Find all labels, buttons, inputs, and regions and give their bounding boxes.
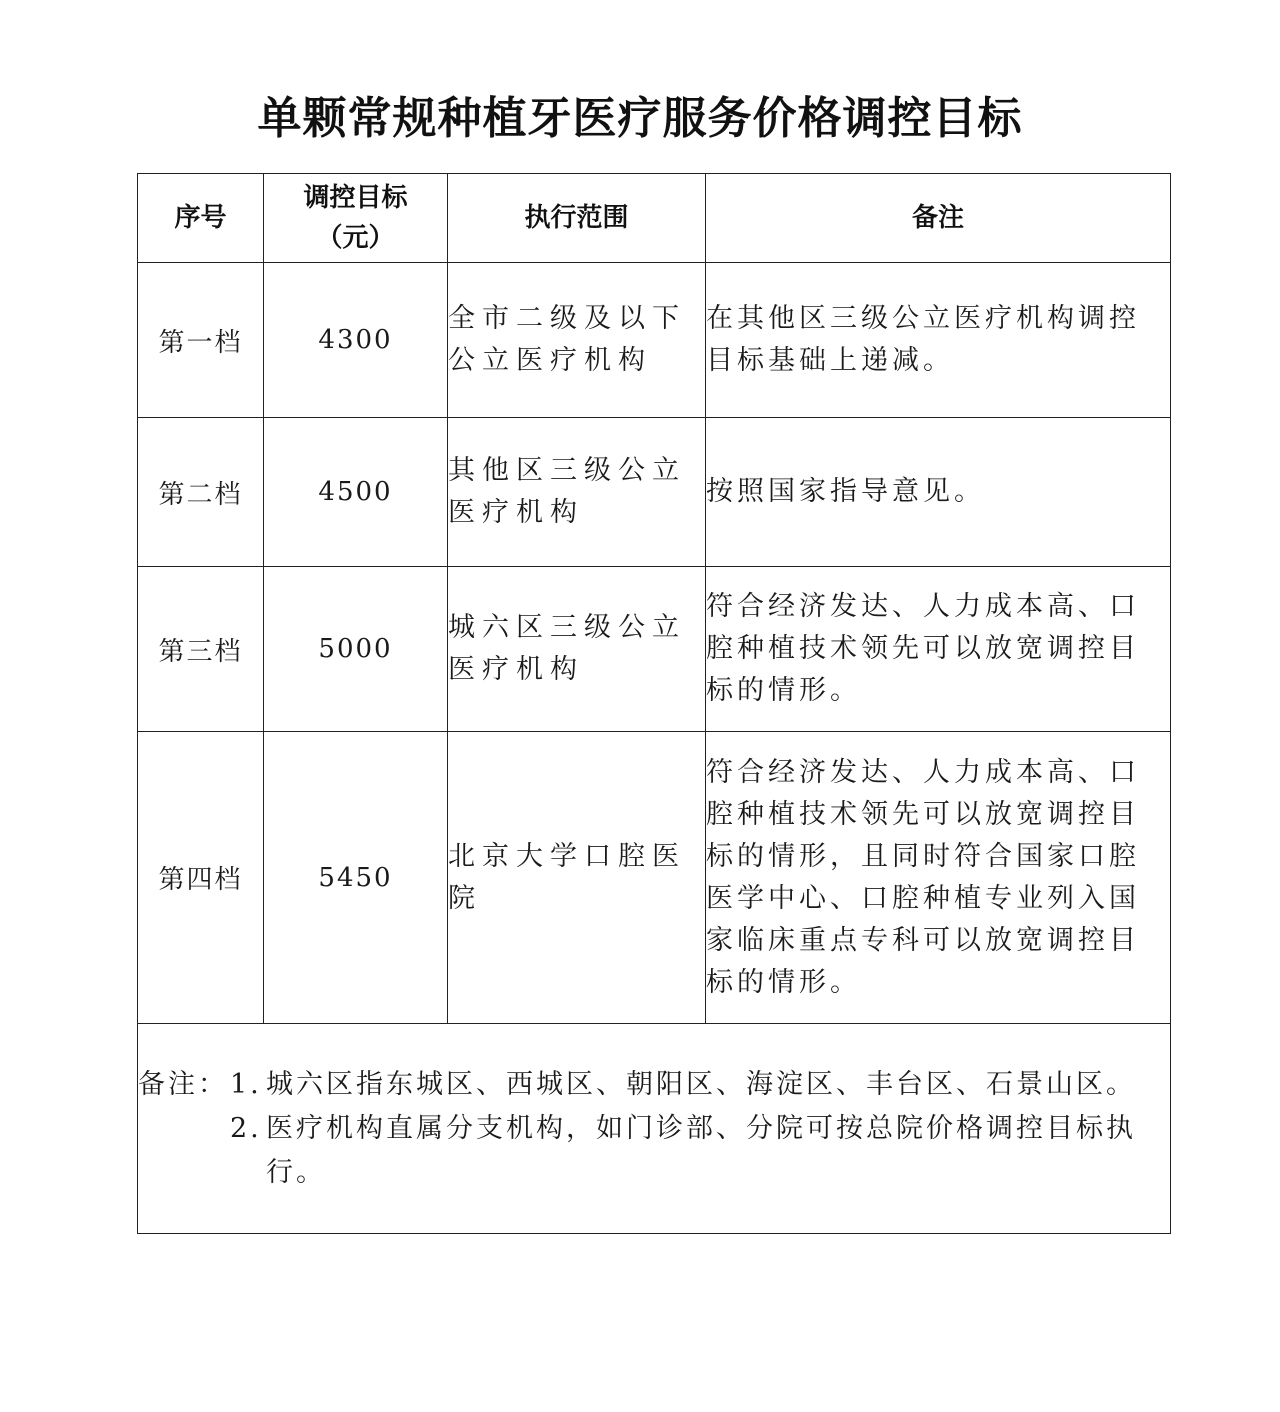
tier-cell: 第二档: [138, 418, 264, 567]
footnote-number: 2.: [230, 1112, 262, 1144]
price-cell: 5450: [264, 732, 448, 1024]
header-target-line2: （元）: [316, 223, 395, 253]
scope-cell: 北京大学口腔医院: [448, 732, 706, 1024]
remark-cell: 按照国家指导意见。: [706, 418, 1171, 567]
price-target-table: [137, 173, 1171, 1234]
footnote-item: [138, 1107, 1170, 1195]
tier-cell: 第三档: [138, 567, 264, 732]
footnote-indent: [138, 1107, 230, 1195]
header-target-line1: 调控目标: [303, 183, 408, 213]
remark-cell: 在其他区三级公立医疗机构调控目标基础上递减。: [706, 263, 1171, 418]
footnote-cell: [138, 1024, 1171, 1234]
price-cell: 5000: [264, 567, 448, 732]
scope-cell: 全市二级及以下公立医疗机构: [448, 263, 706, 418]
scope-cell: 城六区三级公立医疗机构: [448, 567, 706, 732]
price-cell: 4500: [264, 418, 448, 567]
header-remark: 备注: [706, 174, 1171, 263]
footnote-row: [138, 1024, 1171, 1234]
footnote-item: [138, 1063, 1170, 1107]
footnote-text: 医疗机构直属分支机构，如门诊部、分院可按总院价格调控目标执行。: [266, 1112, 1136, 1188]
header-index: 序号: [138, 174, 264, 263]
table-row: [138, 418, 1171, 567]
price-cell: 4300: [264, 263, 448, 418]
remark-cell: 符合经济发达、人力成本高、口腔种植技术领先可以放宽调控目标的情形。: [706, 567, 1171, 732]
tier-cell: 第四档: [138, 732, 264, 1024]
page-title: 单颗常规种植牙医疗服务价格调控目标: [257, 93, 1023, 144]
remark-cell: 符合经济发达、人力成本高、口腔种植技术领先可以放宽调控目标的情形，且同时符合国家口腔医学中心、口腔种植专业列入国家临床重点专科可以放宽调控目标的情形。: [706, 732, 1171, 1024]
footnote-text: 城六区指东城区、西城区、朝阳区、海淀区、丰台区、石景山区。: [266, 1068, 1136, 1100]
table-row: [138, 567, 1171, 732]
footnote-label: 备注：: [138, 1068, 228, 1100]
footnote-number: 1.: [230, 1068, 262, 1100]
header-row: [138, 174, 1171, 263]
header-scope: 执行范围: [448, 174, 706, 263]
scope-cell: 其他区三级公立医疗机构: [448, 418, 706, 567]
table-row: [138, 263, 1171, 418]
tier-cell: 第一档: [138, 263, 264, 418]
table-row: [138, 732, 1171, 1024]
header-target: [264, 174, 448, 263]
